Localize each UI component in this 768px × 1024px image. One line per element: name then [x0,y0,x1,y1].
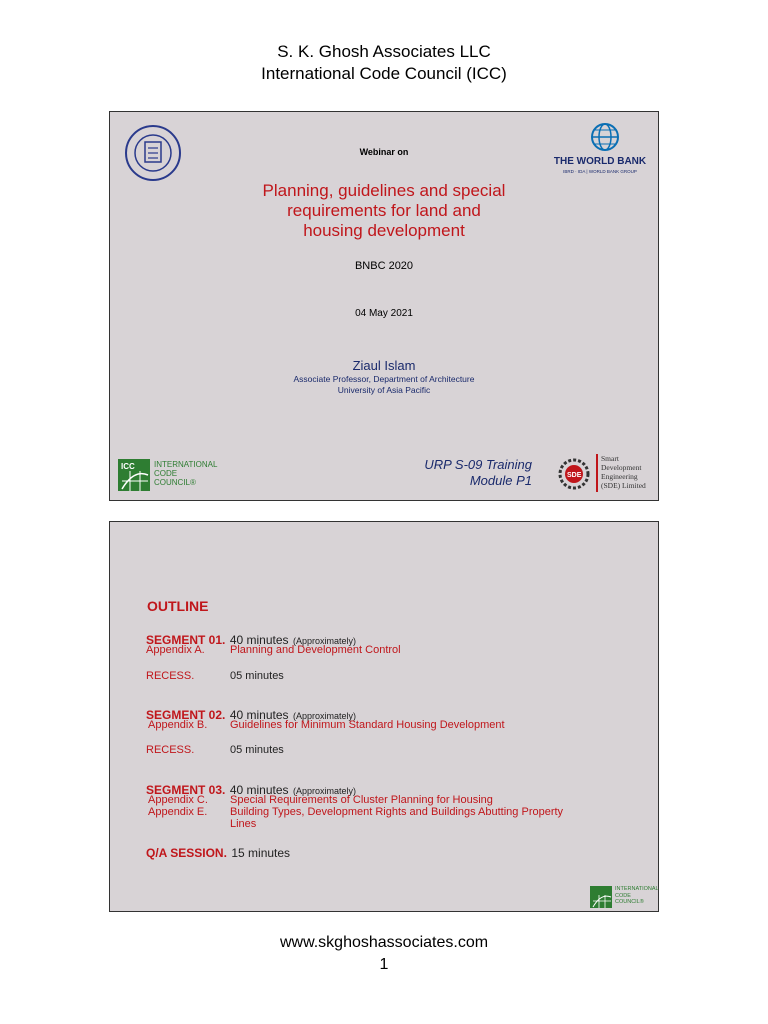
world-bank-subtitle: IBRD · IDA | WORLD BANK GROUP [563,169,637,174]
segment-3-minutes: 40 minutes [229,783,289,797]
icc-small-text-1: INTERNATIONAL [615,886,659,892]
icc-text-2: CODE [154,469,178,478]
sde-logo [556,454,656,494]
qa-minutes: 15 minutes [231,846,291,860]
segment-1-label: SEGMENT 01. [146,633,226,647]
segment-1-minutes: 40 minutes [229,633,289,647]
presenter-university: University of Asia Pacific [337,385,431,395]
appendix-e-text [230,806,630,830]
world-bank-logo [552,122,648,180]
presenter-name: Ziaul Islam [352,358,416,373]
appendix-c-text: Special Requirements of Cluster Planning for Housing [230,794,493,806]
slide-title-line-2: requirements for land and [287,201,481,220]
svg-text:ICC: ICC [121,462,135,471]
icc-small-text-2: CODE [615,892,631,899]
segment-1-approx: (Approximately) [292,636,356,646]
appendix-c-key: Appendix C. [148,794,208,806]
slide-title-line-1: Planning, guidelines and special [262,181,506,200]
page-number: 1 [379,956,389,973]
sde-gear-icon [556,456,592,492]
presenter-role: Associate Professor, Department of Architecture [293,374,475,384]
appendix-e-line-1: Building Types, Development Rights and Buildings Abutting Property [230,806,564,818]
appendix-a-key: Appendix A. [146,644,205,656]
slide-title-line-3: housing development [303,221,465,240]
sde-text-3: Engineering [601,472,638,481]
icc-small-text-3: COUNCIL® [615,899,644,905]
segment-2-label: SEGMENT 02. [146,708,226,722]
segment-2-approx: (Approximately) [292,711,356,721]
icc-globe-icon [118,459,150,491]
training-label [370,457,532,489]
webinar-on-label: Webinar on [359,147,409,157]
recess-1-value: 05 minutes [230,670,284,682]
title-slide [109,111,659,501]
training-line-2: Module P1 [469,473,532,488]
appendix-b-text: Guidelines for Minimum Standard Housing Development [230,719,505,731]
recess-2-value: 05 minutes [230,744,284,756]
icc-globe-icon-small [590,886,612,908]
recess-1-key: RECESS. [146,670,195,682]
sde-text-1: Smart [601,454,619,463]
date-label: 04 May 2021 [355,308,413,319]
appendix-e-key: Appendix E. [148,806,208,818]
sde-text-2: Development [601,463,642,472]
slide-title [110,181,658,241]
header-company: S. K. Ghosh Associates LLC [277,42,491,61]
training-line-1: URP S-09 Training [424,457,532,472]
sde-text-4: (SDE) Limited [601,481,646,490]
icc-logo-small [590,885,658,911]
segment-3-approx: (Approximately) [292,786,356,796]
icc-text-3: COUNCIL® [154,478,196,487]
footer-url: www.skghoshassociates.com [279,934,489,951]
outline-slide [109,521,659,912]
appendix-e-line-2: Lines [230,818,257,830]
code-label: BNBC 2020 [354,260,414,272]
qa-row [146,844,290,862]
segment-2-minutes: 40 minutes [229,708,289,722]
globe-icon [590,122,620,152]
icc-text-1: INTERNATIONAL [154,460,218,469]
appendix-b-key: Appendix B. [148,719,208,731]
appendix-a-text: Planning and Development Control [230,644,401,656]
recess-2-key: RECESS. [146,744,195,756]
outline-heading: OUTLINE [147,598,209,614]
svg-text:SDE: SDE [567,472,582,479]
qa-label: Q/A SESSION. [146,846,227,860]
segment-3-label: SEGMENT 03. [146,783,226,797]
world-bank-name: THE WORLD BANK [553,156,647,167]
icc-logo [118,456,218,496]
header-council: International Code Council (ICC) [261,64,507,83]
